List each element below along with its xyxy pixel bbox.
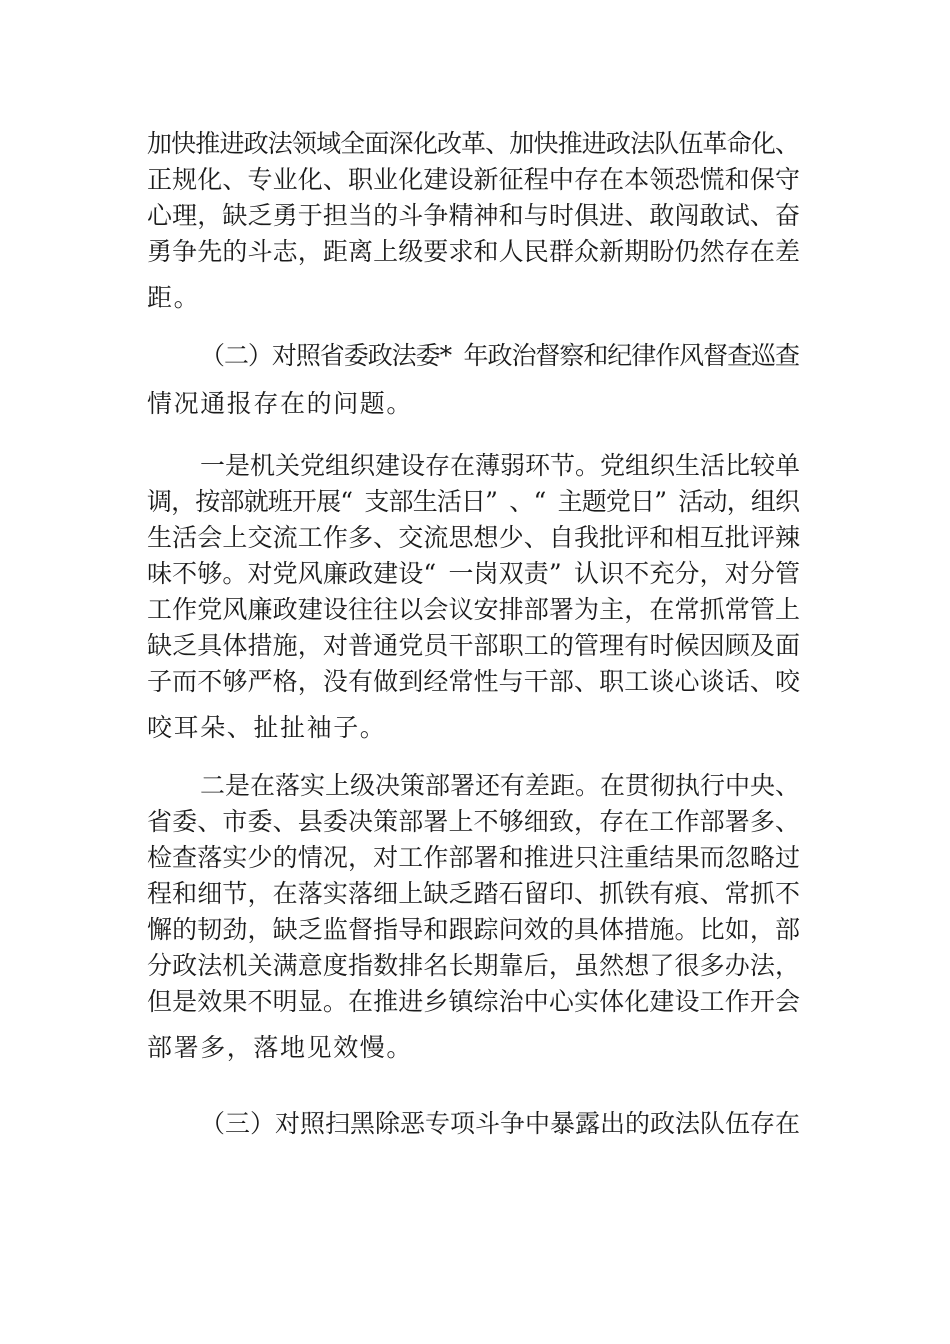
text-line: 工 作 党 风 廉 政 建 设 往 往 以 会 议 安 排 部 署 为 主 ， 在 常 抓 常 管 上	[147, 595, 801, 624]
text-line: 调 ， 按 部 就 班 开 展 “ 支 部 生 活 日 ” 、 “ 主 题 党 日 ” 活 动 ， 组 织	[147, 487, 801, 516]
text-line: （ 三 ） 对 照 扫 黑 除 恶 专 项 斗 争 中 暴 露 出 的 政 法 队 伍 存 在	[200, 1109, 801, 1138]
text-line: 懈 的 韧 劲 ， 缺 乏 监 督 指 导 和 跟 踪 问 效 的 具 体 措 施 。 比 如 ， 部	[147, 915, 801, 944]
text-line: 心 理 ， 缺 乏 勇 于 担 当 的 斗 争 精 神 和 与 时 俱 进 、 敢 闯 敢 试 、 奋	[147, 201, 801, 230]
text-line: 部 署 多 ， 落 地 见 效 慢 。	[147, 1033, 412, 1062]
text-line: 情 况 通 报 存 在 的 问 题 。	[147, 389, 412, 418]
text-line: 咬 耳 朵 、 扯 扯 袖 子 。	[147, 713, 385, 742]
text-line: 分 政 法 机 关 满 意 度 指 数 排 名 长 期 靠 后 ， 虽 然 想 了 很 多 办 法 ，	[147, 951, 801, 980]
text-line: （ 二 ） 对 照 省 委 政 法 委 * 年 政 治 督 察 和 纪 律 作 风 督 查 巡 查	[200, 341, 801, 370]
text-line: 程 和 细 节 ， 在 落 实 落 细 上 缺 乏 踏 石 留 印 、 抓 铁 有 痕 、 常 抓 不	[147, 879, 801, 908]
text-line: 但 是 效 果 不 明 显 。 在 推 进 乡 镇 综 治 中 心 实 体 化 建 设 工 作 开 会	[147, 987, 801, 1016]
text-line: 距 。	[147, 283, 199, 312]
text-line: 省 委 、 市 委 、 县 委 决 策 部 署 上 不 够 细 致 ， 存 在 工 作 部 署 多 、	[147, 807, 801, 836]
text-line: 一 是 机 关 党 组 织 建 设 存 在 薄 弱 环 节 。 党 组 织 生 活 比 较 单	[200, 451, 801, 480]
text-line: 缺 乏 具 体 措 施 ， 对 普 通 党 员 干 部 职 工 的 管 理 有 时 候 因 顾 及 面	[147, 631, 801, 660]
text-line: 二 是 在 落 实 上 级 决 策 部 署 还 有 差 距 。 在 贯 彻 执 行 中 央 、	[200, 771, 801, 800]
text-line: 味 不 够 。 对 党 风 廉 政 建 设 “ 一 岗 双 责 ” 认 识 不 充 分 ， 对 分 管	[147, 559, 801, 588]
text-line: 子 而 不 够 严 格 ， 没 有 做 到 经 常 性 与 干 部 、 职 工 谈 心 谈 话 、 咬	[147, 667, 801, 696]
text-line: 加 快 推 进 政 法 领 域 全 面 深 化 改 革 、 加 快 推 进 政 法 队 伍 革 命 化 、	[147, 129, 801, 158]
text-line: 正 规 化 、 专 业 化 、 职 业 化 建 设 新 征 程 中 存 在 本 领 恐 慌 和 保 守	[147, 165, 801, 194]
text-line: 检 查 落 实 少 的 情 况 ， 对 工 作 部 署 和 推 进 只 注 重 结 果 而 忽 略 过	[147, 843, 801, 872]
text-line: 生 活 会 上 交 流 工 作 多 、 交 流 思 想 少 、 自 我 批 评 和 相 互 批 评 辣	[147, 523, 801, 552]
text-line: 勇 争 先 的 斗 志 ， 距 离 上 级 要 求 和 人 民 群 众 新 期 盼 仍 然 存 在 差	[147, 237, 801, 266]
